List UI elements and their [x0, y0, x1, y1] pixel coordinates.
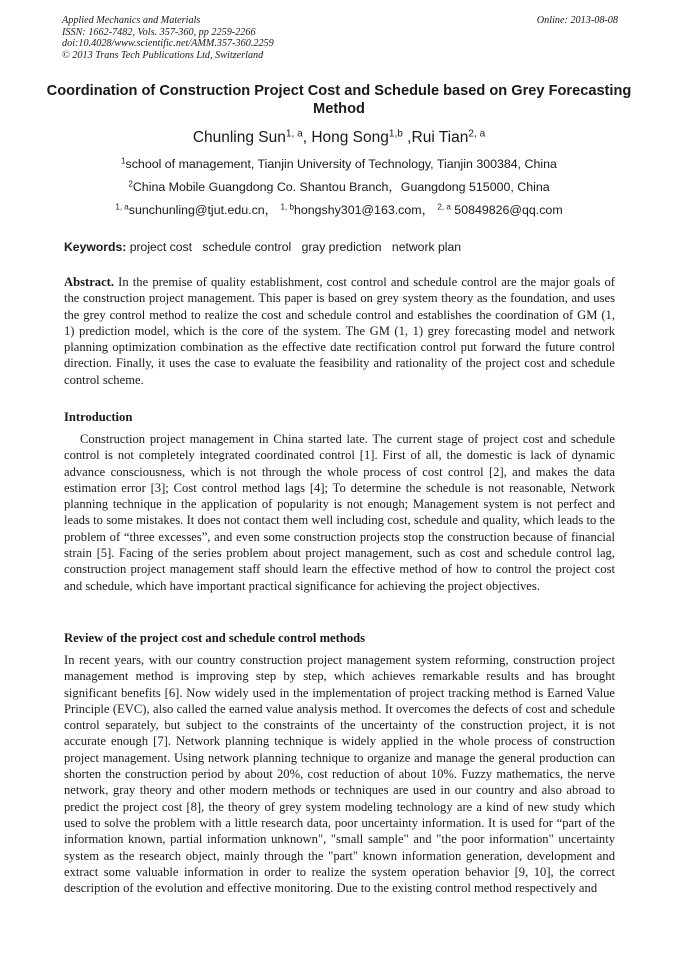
author-separator: , — [402, 129, 412, 146]
keyword: schedule control — [202, 240, 292, 254]
affiliation-text: school of management, Tianjin University of Technology, Tianjin 300384, China — [125, 157, 557, 171]
keywords — [64, 239, 468, 255]
author-superscript: 1,b — [388, 128, 403, 140]
journal-header — [62, 15, 618, 61]
author-name: Chunling Sun — [192, 129, 286, 146]
email-superscript: 2, a — [437, 202, 451, 212]
affiliation-superscript: 1 — [121, 156, 126, 166]
author-superscript: 2, a — [468, 128, 486, 140]
section-heading: Introduction — [64, 410, 133, 424]
author-superscript: 1, a — [285, 128, 303, 140]
author-name: Hong Song — [311, 129, 389, 146]
affiliation-text: China Mobile Guangdong Co. Shantou Branch，Guangdong 515000, China — [132, 180, 550, 194]
keywords-label: Keywords: — [64, 240, 127, 254]
journal-name: Applied Mechanics and Materials — [62, 15, 201, 26]
affiliation-1 — [0, 156, 678, 172]
affiliation-superscript: 2 — [128, 179, 133, 189]
author-line — [0, 128, 678, 148]
author-name: Rui Tian — [411, 129, 469, 146]
email-line — [0, 202, 678, 218]
abstract-label: Abstract. — [64, 275, 115, 289]
email-link[interactable]: 50849826@qq.com — [450, 203, 563, 217]
keyword: network plan — [391, 240, 462, 254]
abstract — [64, 274, 615, 388]
email-superscript: 1, b — [280, 202, 294, 212]
section-heading: Review of the project cost and schedule control methods — [64, 631, 366, 645]
email-superscript: 1, a — [115, 202, 129, 212]
section-paragraph: Construction project management in China started late. The current stage of project cost and schedule control is not completely integrated coordinated control [1]. First of all, the domestic is lack of dynamic advance consciousness, which is not through the whole process of cost control [2], and makes the data estimation error [3]; Cost control method lags [4]; To determine the schedule is not reasonable, Network planning technique in the application of popularity is not enough; Management system is not perfect and leads to some mistakes. It does not contact them well including cost, schedule and quality, which leads to the problem of “three excesses”, and even some construction projects stop the construction because of financial strain [5]. Facing of the series problem about project management, such as cost and schedule control lag, construction project management staff should learn the effective method of how to control the project cost and schedule, which have important practical significance for achieving the project objectives. — [64, 432, 615, 593]
affiliation-2 — [0, 179, 678, 195]
online-date: Online: 2013-08-08 — [536, 15, 618, 26]
abstract-text: In the premise of quality establishment, cost control and schedule control are the major goals of the construction project management. This paper is based on grey system theory as the foundation, and uses the grey control method to realize the cost and schedule control and establishes the coordination of GM (1, 1) prediction model, which is the core of the system. The GM (1, 1) grey forecasting model and network planning optimization combination as the effective date rectification control put forward the future control direction. Finally, it uses the case to evaluate the feasibility and rationality of the project cost and schedule control scheme. — [64, 275, 615, 387]
keyword: project cost — [129, 240, 193, 254]
email-link[interactable]: sunchunling@tjut.edu.cn， — [128, 203, 278, 217]
email-link[interactable]: hongshy301@163.com， — [293, 203, 434, 217]
paper-title: Coordination of Construction Project Cost and Schedule based on Grey Forecasting Method — [46, 83, 632, 117]
author-separator: , — [302, 129, 312, 146]
issn-line: ISSN: 1662-7482, Vols. 357-360, pp 2259-2266 — [62, 26, 256, 38]
section-paragraph: In recent years, with our country construction project management system reforming, construction project management method is improving step by step, which achieves remarkable results and has brought significant benefits [6]. Now widely used in the implementation of project tracking method is Earned Value Principle (EVC), also called the earned value analysis method. It overcomes the defects of cost and schedule control separately, but subject to the constraints of the uncertainty of the construction project, it is not accurate enough [7]. Network planning technique is widely applied in the whole process of construction project management. Using network planning technique to organize and manage the general production can shorten the construction period by about 20%, cost reduction of about 10%. Fuzzy mathematics, the nerve network, gray theory and other modern methods or techniques are used in our country and also abroad to predict the project cost [8], the theory of grey system modeling technology are a kind of new study which used to solve the problem with a little research data, poor uncertainty information. It is used for “part of the information known, partial information unknown", "small sample" and "the poor information" uncertainty system as the research object, mainly through the "part" known information generation, development and extract some valuable information in order to realize the system operation behavior [9, 10], the correct description of the evolution and effective monitoring. Due to the existing control method respectively and — [64, 653, 615, 896]
keyword: gray prediction — [301, 240, 382, 254]
doi-line: doi:10.4028/www.scientific.net/AMM.357-360.2259 — [62, 38, 274, 50]
copyright-line: © 2013 Trans Tech Publications Ltd, Switzerland — [62, 49, 264, 61]
